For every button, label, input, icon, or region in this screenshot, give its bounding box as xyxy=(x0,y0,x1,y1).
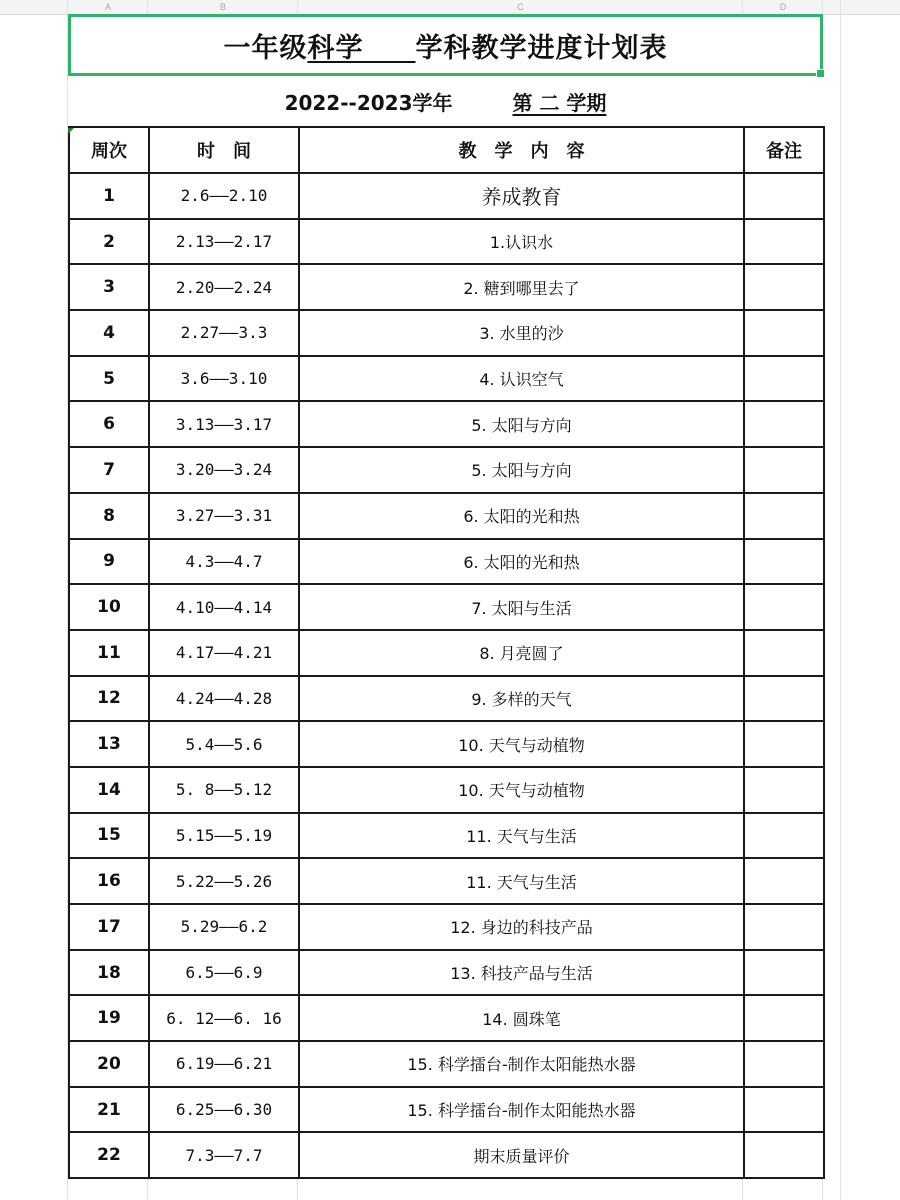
week-cell[interactable]: 12 xyxy=(69,676,149,722)
time-cell[interactable]: 2.6——2.10 xyxy=(149,173,299,219)
time-cell[interactable]: 4.3——4.7 xyxy=(149,539,299,585)
table-row xyxy=(69,813,824,859)
table-row xyxy=(69,995,824,1041)
remark-cell[interactable] xyxy=(744,721,824,767)
column-letter-b[interactable]: B xyxy=(219,2,226,12)
week-cell[interactable]: 1 xyxy=(69,173,149,219)
week-cell[interactable]: 19 xyxy=(69,995,149,1041)
week-cell[interactable]: 16 xyxy=(69,858,149,904)
table-row xyxy=(69,721,824,767)
remark-cell[interactable] xyxy=(744,767,824,813)
week-cell[interactable]: 15 xyxy=(69,813,149,859)
content-cell[interactable]: 6. 太阳的光和热 xyxy=(299,539,744,585)
content-cell[interactable]: 15. 科学擂台-制作太阳能热水器 xyxy=(299,1087,744,1133)
remark-cell[interactable] xyxy=(744,676,824,722)
title-subject: 科学 xyxy=(307,32,416,64)
remark-cell[interactable] xyxy=(744,264,824,310)
table-row xyxy=(69,173,824,219)
remark-cell[interactable] xyxy=(744,1132,824,1178)
week-cell[interactable]: 21 xyxy=(69,1087,149,1133)
title-grade: 一年级 xyxy=(223,32,308,64)
time-cell[interactable]: 3.27——3.31 xyxy=(149,493,299,539)
content-cell[interactable]: 2. 糖到哪里去了 xyxy=(299,264,744,310)
time-cell[interactable]: 4.24——4.28 xyxy=(149,676,299,722)
remark-cell[interactable] xyxy=(744,493,824,539)
remark-cell[interactable] xyxy=(744,904,824,950)
table-row xyxy=(69,356,824,402)
content-cell[interactable]: 4. 认识空气 xyxy=(299,356,744,402)
content-cell[interactable]: 5. 太阳与方向 xyxy=(299,401,744,447)
content-cell[interactable]: 12. 身边的科技产品 xyxy=(299,904,744,950)
time-cell[interactable]: 3.13——3.17 xyxy=(149,401,299,447)
page-title xyxy=(224,26,668,65)
time-cell[interactable]: 4.10——4.14 xyxy=(149,584,299,630)
spreadsheet-sheet xyxy=(68,14,823,1179)
column-letter-a[interactable]: A xyxy=(104,2,111,12)
table-row xyxy=(69,1041,824,1087)
week-cell[interactable]: 13 xyxy=(69,721,149,767)
table-row xyxy=(69,447,824,493)
time-cell[interactable]: 5.4——5.6 xyxy=(149,721,299,767)
time-cell[interactable]: 4.17——4.21 xyxy=(149,630,299,676)
remark-cell[interactable] xyxy=(744,995,824,1041)
content-cell[interactable]: 养成教育 xyxy=(299,173,744,219)
time-cell[interactable]: 2.27——3.3 xyxy=(149,310,299,356)
remark-cell[interactable] xyxy=(744,858,824,904)
header-remark[interactable]: 备注 xyxy=(744,127,824,173)
time-cell[interactable]: 6.25——6.30 xyxy=(149,1087,299,1133)
column-letter-c[interactable]: C xyxy=(517,2,524,12)
content-cell[interactable]: 8. 月亮圆了 xyxy=(299,630,744,676)
week-cell[interactable]: 14 xyxy=(69,767,149,813)
week-cell[interactable]: 3 xyxy=(69,264,149,310)
content-cell[interactable]: 1.认识水 xyxy=(299,219,744,265)
content-cell[interactable]: 期末质量评价 xyxy=(299,1132,744,1178)
remark-cell[interactable] xyxy=(744,219,824,265)
subtitle-cell[interactable] xyxy=(68,76,823,126)
schedule-table xyxy=(68,126,825,1179)
week-cell[interactable]: 22 xyxy=(69,1132,149,1178)
table-row xyxy=(69,493,824,539)
time-cell[interactable]: 5.22——5.26 xyxy=(149,858,299,904)
remark-cell[interactable] xyxy=(744,539,824,585)
table-row xyxy=(69,539,824,585)
term-label: 第 二 学期 xyxy=(512,90,607,115)
week-cell[interactable]: 18 xyxy=(69,950,149,996)
table-body xyxy=(69,173,824,1178)
time-cell[interactable]: 2.13——2.17 xyxy=(149,219,299,265)
school-year: 2022--2023学年 xyxy=(284,90,453,115)
table-row xyxy=(69,1132,824,1178)
time-cell[interactable]: 5.29——6.2 xyxy=(149,904,299,950)
week-cell[interactable]: 4 xyxy=(69,310,149,356)
column-letter-d[interactable]: D xyxy=(779,2,787,12)
table-row xyxy=(69,401,824,447)
header-time[interactable]: 时 间 xyxy=(149,127,299,173)
time-cell[interactable]: 3.20——3.24 xyxy=(149,447,299,493)
title-suffix: 学科教学进度计划表 xyxy=(415,32,668,64)
time-cell[interactable]: 7.3——7.7 xyxy=(149,1132,299,1178)
gridline xyxy=(840,0,841,1200)
time-cell[interactable]: 6.5——6.9 xyxy=(149,950,299,996)
content-cell[interactable]: 5. 太阳与方向 xyxy=(299,447,744,493)
week-cell[interactable]: 7 xyxy=(69,447,149,493)
remark-cell[interactable] xyxy=(744,630,824,676)
table-row xyxy=(69,310,824,356)
time-cell[interactable]: 3.6——3.10 xyxy=(149,356,299,402)
table-row xyxy=(69,1087,824,1133)
table-row xyxy=(69,676,824,722)
remark-cell[interactable] xyxy=(744,173,824,219)
content-cell[interactable]: 6. 太阳的光和热 xyxy=(299,493,744,539)
week-cell[interactable]: 5 xyxy=(69,356,149,402)
table-row xyxy=(69,584,824,630)
week-cell[interactable]: 17 xyxy=(69,904,149,950)
header-content[interactable]: 教 学 内 容 xyxy=(299,127,744,173)
table-row xyxy=(69,630,824,676)
table-row xyxy=(69,858,824,904)
table-header-row xyxy=(69,127,824,173)
week-cell[interactable]: 2 xyxy=(69,219,149,265)
remark-cell[interactable] xyxy=(744,950,824,996)
content-cell[interactable]: 14. 圆珠笔 xyxy=(299,995,744,1041)
content-cell[interactable]: 10. 天气与动植物 xyxy=(299,767,744,813)
table-row xyxy=(69,904,824,950)
time-cell[interactable]: 2.20——2.24 xyxy=(149,264,299,310)
remark-cell[interactable] xyxy=(744,1041,824,1087)
content-cell[interactable]: 7. 太阳与生活 xyxy=(299,584,744,630)
week-cell[interactable]: 10 xyxy=(69,584,149,630)
week-cell[interactable]: 11 xyxy=(69,630,149,676)
remark-cell[interactable] xyxy=(744,401,824,447)
remark-cell[interactable] xyxy=(744,1087,824,1133)
week-cell[interactable]: 20 xyxy=(69,1041,149,1087)
week-cell[interactable]: 6 xyxy=(69,401,149,447)
content-cell[interactable]: 9. 多样的天气 xyxy=(299,676,744,722)
time-cell[interactable]: 5. 8——5.12 xyxy=(149,767,299,813)
content-cell[interactable]: 15. 科学擂台-制作太阳能热水器 xyxy=(299,1041,744,1087)
table-row xyxy=(69,950,824,996)
time-cell[interactable]: 6. 12——6. 16 xyxy=(149,995,299,1041)
content-cell[interactable]: 11. 天气与生活 xyxy=(299,858,744,904)
content-cell[interactable]: 13. 科技产品与生活 xyxy=(299,950,744,996)
content-cell[interactable]: 10. 天气与动植物 xyxy=(299,721,744,767)
table-row xyxy=(69,767,824,813)
content-cell[interactable]: 3. 水里的沙 xyxy=(299,310,744,356)
week-cell[interactable]: 9 xyxy=(69,539,149,585)
title-cell-selected[interactable] xyxy=(68,14,823,76)
header-week[interactable]: 周次 xyxy=(69,127,149,173)
table-row xyxy=(69,264,824,310)
table-row xyxy=(69,219,824,265)
remark-cell[interactable] xyxy=(744,813,824,859)
remark-cell[interactable] xyxy=(744,356,824,402)
remark-cell[interactable] xyxy=(744,310,824,356)
cell-comment-marker-icon xyxy=(68,128,74,134)
time-cell[interactable]: 6.19——6.21 xyxy=(149,1041,299,1087)
week-cell[interactable]: 8 xyxy=(69,493,149,539)
remark-cell[interactable] xyxy=(744,447,824,493)
content-cell[interactable]: 11. 天气与生活 xyxy=(299,813,744,859)
time-cell[interactable]: 5.15——5.19 xyxy=(149,813,299,859)
remark-cell[interactable] xyxy=(744,584,824,630)
column-header-bar xyxy=(0,0,900,15)
